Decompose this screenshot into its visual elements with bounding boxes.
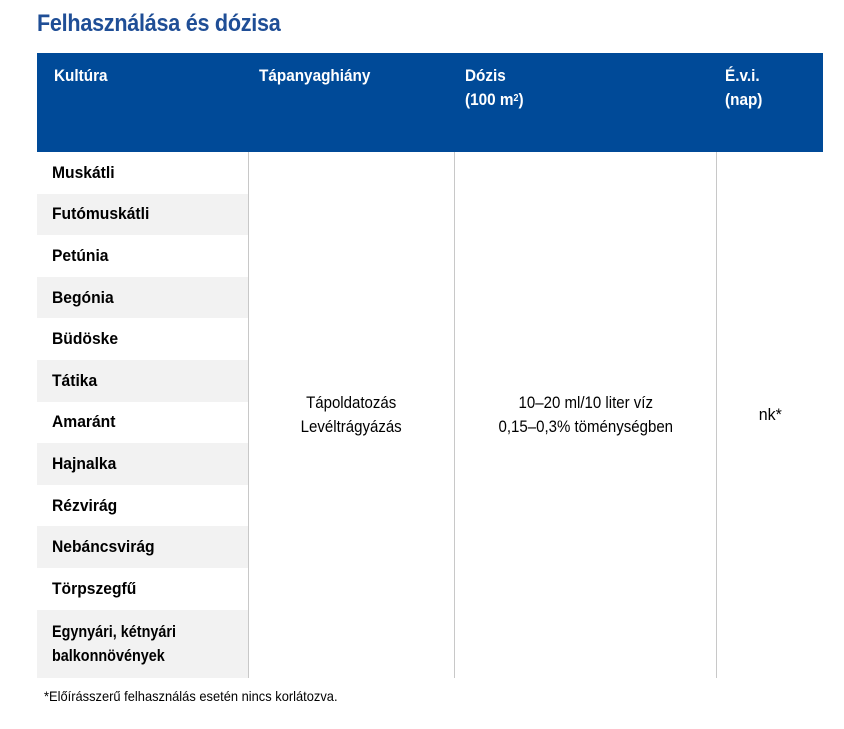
- crop-name: Büdöske: [52, 329, 119, 349]
- crop-name: Rézvirág: [52, 495, 118, 515]
- header-crop: Kultúra: [54, 66, 108, 85]
- footnote: *Előírásszerű felhasználás esetén nincs korlátozva.: [44, 688, 338, 704]
- crop-column: [37, 152, 248, 678]
- table-header: [37, 53, 823, 152]
- crop-name: Futómuskátli: [52, 204, 150, 224]
- waiting-period-cell: [717, 152, 823, 678]
- header-dose-line2: [465, 88, 524, 112]
- crop-name: Tátika: [52, 370, 98, 390]
- header-dose-sup: 2: [513, 93, 519, 104]
- table-row: [37, 152, 248, 194]
- header-waiting-period: [725, 64, 762, 112]
- waiting-period-value: nk*: [758, 405, 782, 424]
- header-dose-close: ): [518, 90, 524, 109]
- crop-name-line2: balkonnövények: [52, 645, 165, 665]
- crop-name: [52, 620, 187, 668]
- dose-line2: 0,15–0,3% töménységben: [498, 417, 673, 436]
- crop-name: Petúnia: [52, 245, 109, 265]
- table-row: [37, 360, 248, 402]
- table-row: [37, 526, 248, 568]
- dose-cell: [455, 152, 716, 678]
- table-body: [37, 152, 823, 678]
- crop-name: Amaránt: [52, 412, 116, 432]
- header-wait-line1: É.v.i.: [725, 66, 760, 85]
- header-deficiency: Tápanyaghiány: [259, 66, 371, 85]
- table-row: [37, 485, 248, 527]
- header-wait-line2: (nap): [725, 90, 763, 109]
- deficiency-cell: [249, 152, 454, 678]
- crop-name: Begónia: [52, 287, 114, 307]
- table-row: [37, 318, 248, 360]
- page-title: Felhasználása és dózisa: [37, 10, 281, 37]
- crop-name: Hajnalka: [52, 453, 117, 473]
- table-row: [37, 235, 248, 277]
- crop-name: Nebáncsvirág: [52, 537, 155, 557]
- header-dose-line1: Dózis: [465, 66, 506, 85]
- header-dose-unit: (100 m: [465, 90, 514, 109]
- header-dose: [465, 64, 524, 112]
- deficiency-line1: Tápoldatozás: [306, 393, 397, 412]
- crop-name-line1: Egynyári, kétnyári: [52, 621, 176, 641]
- table-row: [37, 568, 248, 610]
- table-row: [37, 277, 248, 319]
- table-row: [37, 610, 248, 678]
- dose-line1: 10–20 ml/10 liter víz: [518, 393, 653, 412]
- crop-name: Törpszegfű: [52, 578, 137, 598]
- table-row: [37, 194, 248, 236]
- table-row: [37, 443, 248, 485]
- table-row: [37, 402, 248, 444]
- crop-name: Muskátli: [52, 162, 115, 182]
- deficiency-line2: Levéltrágyázás: [300, 417, 403, 436]
